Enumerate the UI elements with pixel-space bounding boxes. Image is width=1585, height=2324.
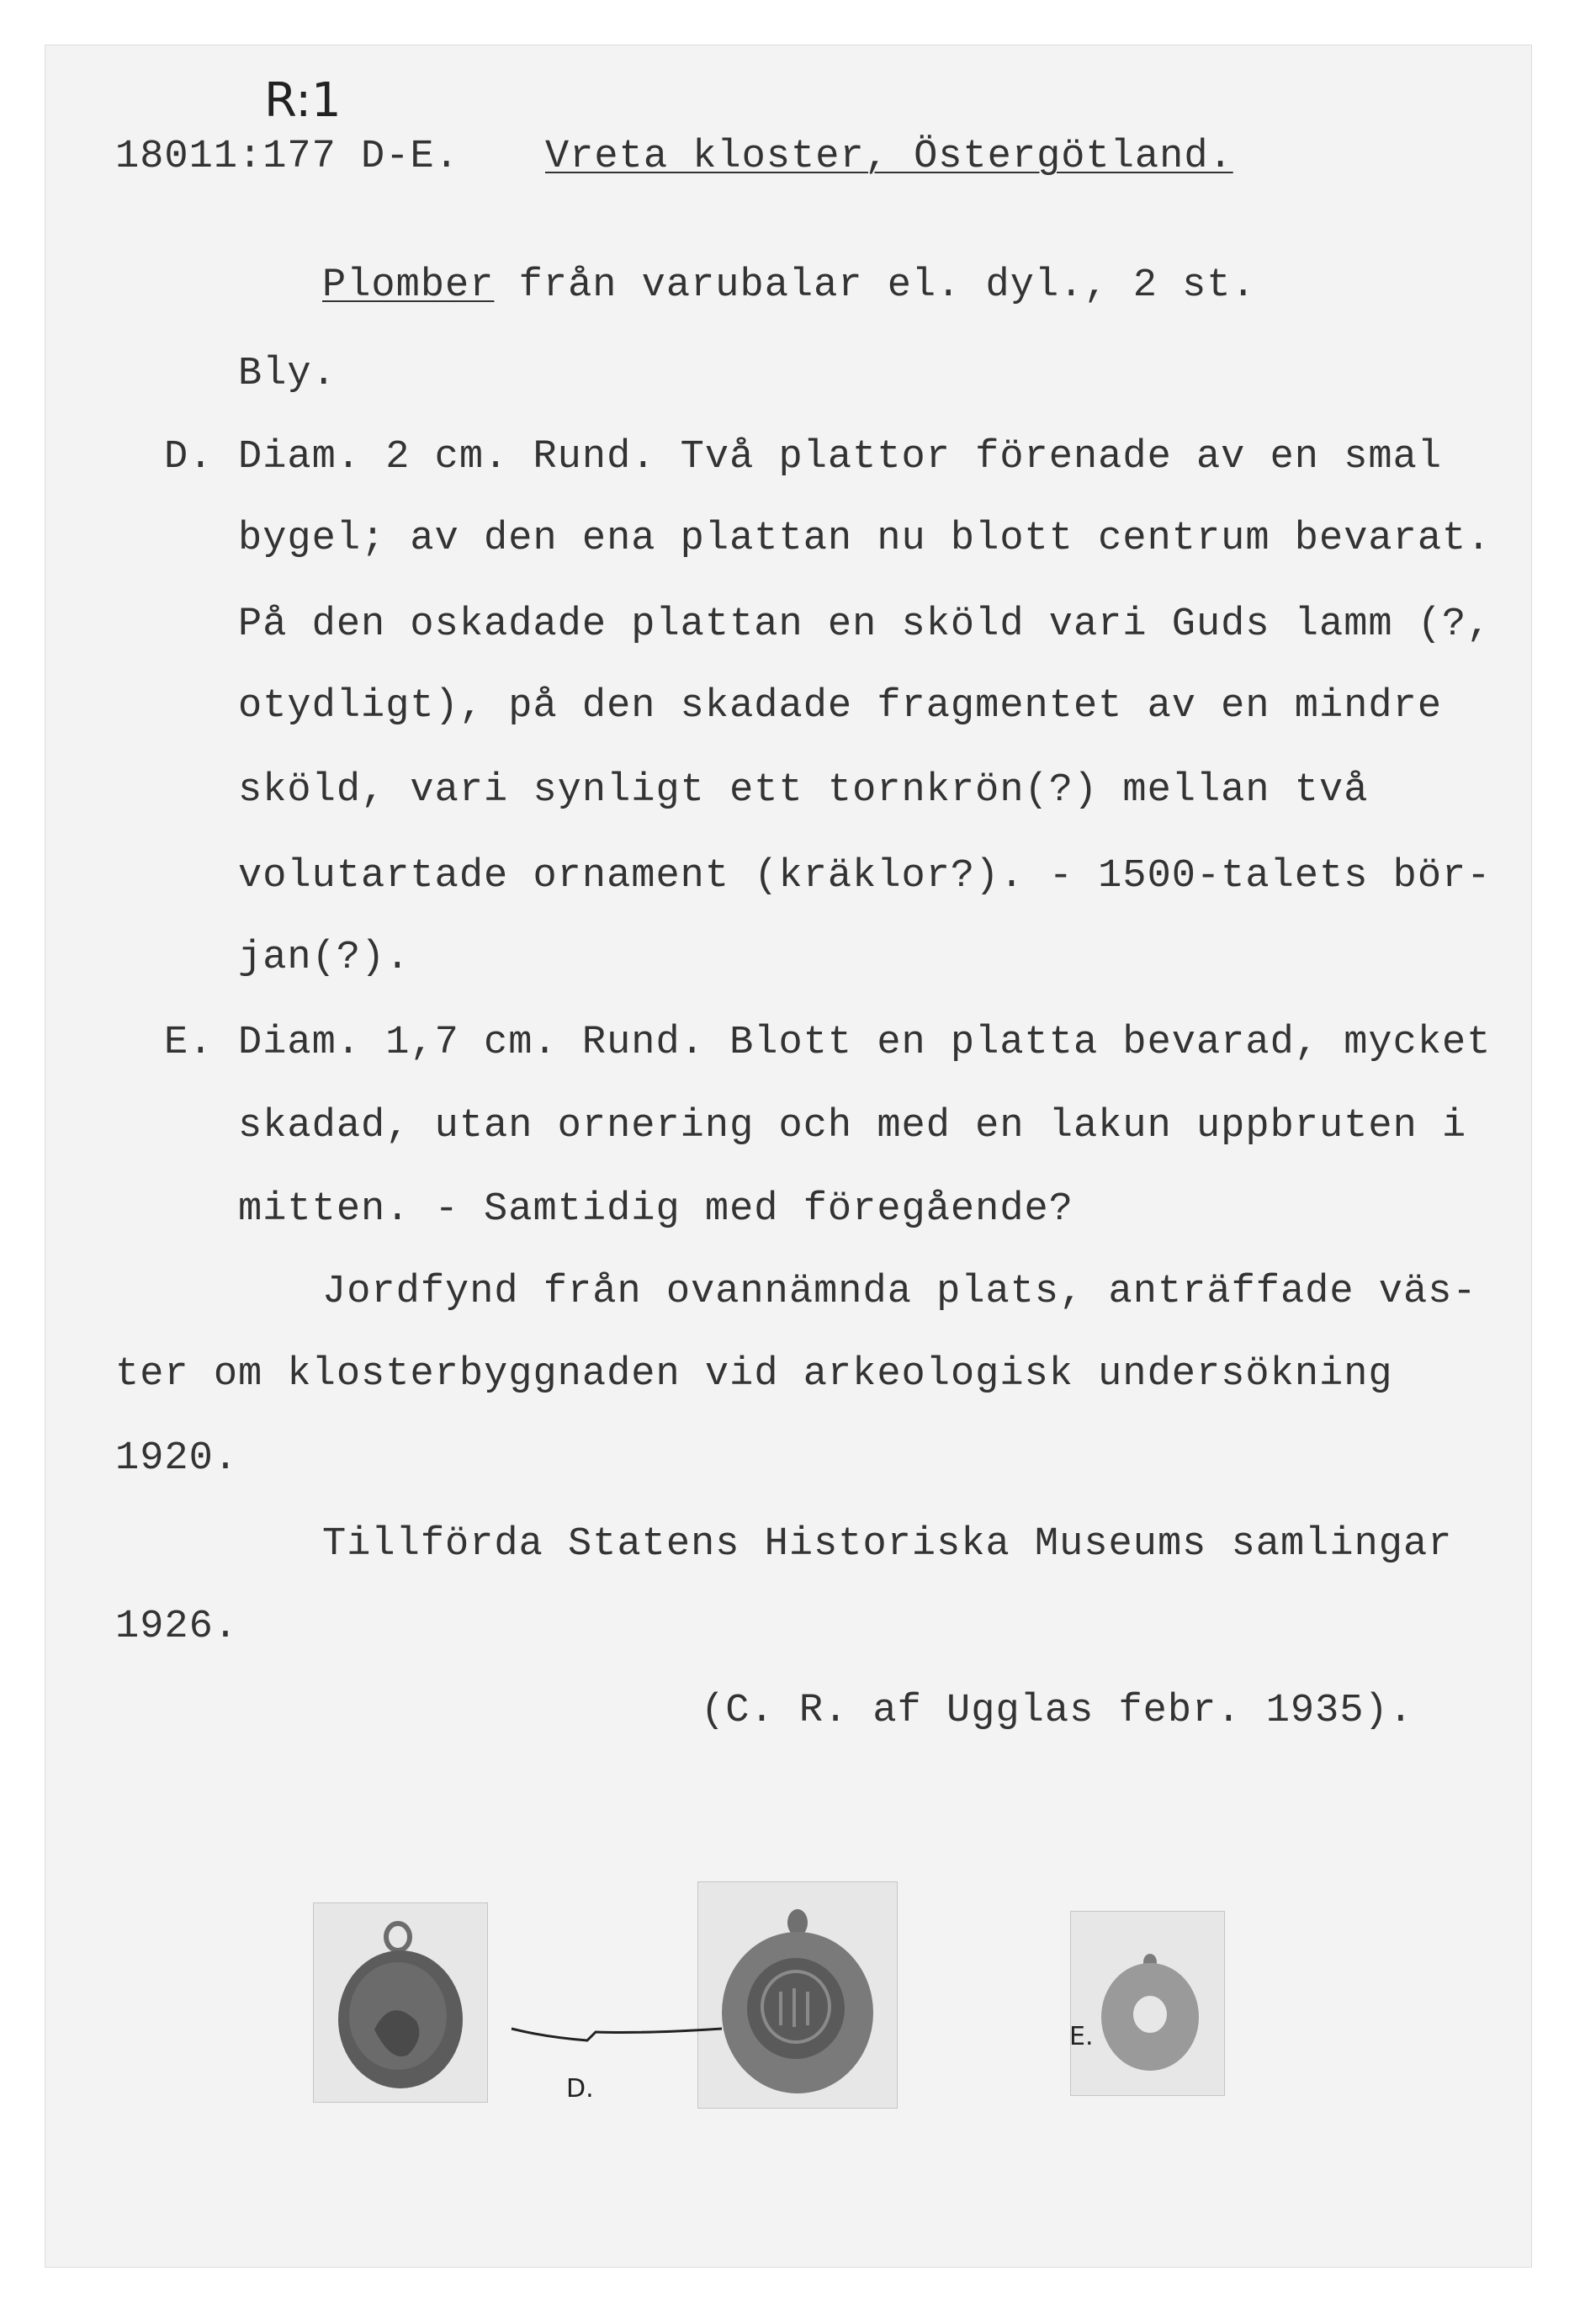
seal-d-back-image bbox=[698, 1882, 897, 2108]
seal-d-front-image bbox=[314, 1903, 487, 2102]
item-e-line-2: skadad, utan ornering och med en lakun uppbruten i bbox=[238, 1104, 1467, 1149]
photo-seal-d-back bbox=[697, 1881, 898, 2109]
item-e-letter: E. bbox=[164, 1021, 214, 1065]
item-d-line-6: volutartade ornament (kräklor?). - 1500-talets bör- bbox=[238, 854, 1492, 899]
object-term: Plomber bbox=[322, 263, 495, 308]
item-e-line-1: Diam. 1,7 cm. Rund. Blott en platta bevarad, mycket bbox=[238, 1021, 1492, 1065]
item-d-line-3: På den oskadade plattan en sköld vari Guds lamm (?, bbox=[238, 602, 1492, 647]
item-d-line-2: bygel; av den ena plattan nu blott centrum bevarat. bbox=[238, 517, 1492, 561]
seal-e-image bbox=[1071, 1912, 1224, 2095]
findspot-line-3: 1920. bbox=[115, 1436, 239, 1481]
signature: (C. R. af Ugglas febr. 1935). bbox=[701, 1689, 1413, 1733]
material: Bly. bbox=[238, 352, 337, 396]
item-d-line-1: Diam. 2 cm. Rund. Två plattor förenade av en smal bbox=[238, 435, 1443, 480]
site-heading: Vreta kloster, Östergötland. bbox=[545, 135, 1233, 179]
item-d-line-5: sköld, vari synligt ett tornkrön(?) mellan två bbox=[238, 768, 1369, 813]
photo-label-e: E. bbox=[1069, 2022, 1094, 2051]
photo-seal-e bbox=[1070, 1911, 1225, 2096]
acquisition-line-2: 1926. bbox=[115, 1605, 239, 1649]
findspot-line-1: Jordfynd från ovannämnda plats, anträffade väs- bbox=[322, 1270, 1477, 1314]
object-heading bbox=[322, 263, 1256, 308]
object-description: från varubalar el. dyl., 2 st. bbox=[518, 263, 1256, 308]
item-e-line-3: mitten. - Samtidig med föregående? bbox=[238, 1187, 1073, 1232]
findspot-line-2: ter om klosterbyggnaden vid arkeologisk undersökning bbox=[115, 1352, 1393, 1397]
acquisition-line-1: Tillförda Statens Historiska Museums samlingar bbox=[322, 1522, 1453, 1567]
photo-label-d: D. bbox=[566, 2074, 594, 2104]
item-d-line-4: otydligt), på den skadade fragmentet av en mindre bbox=[238, 684, 1443, 729]
item-d-line-7: jan(?). bbox=[238, 936, 411, 980]
catalogue-card bbox=[45, 45, 1532, 2268]
bracket-mark bbox=[507, 2014, 726, 2056]
photo-seal-d-front bbox=[313, 1902, 488, 2103]
inventory-number: 18011:177 D-E. bbox=[115, 135, 459, 179]
item-d-letter: D. bbox=[164, 435, 214, 480]
handwritten-shelfmark: R:1 bbox=[264, 73, 342, 128]
